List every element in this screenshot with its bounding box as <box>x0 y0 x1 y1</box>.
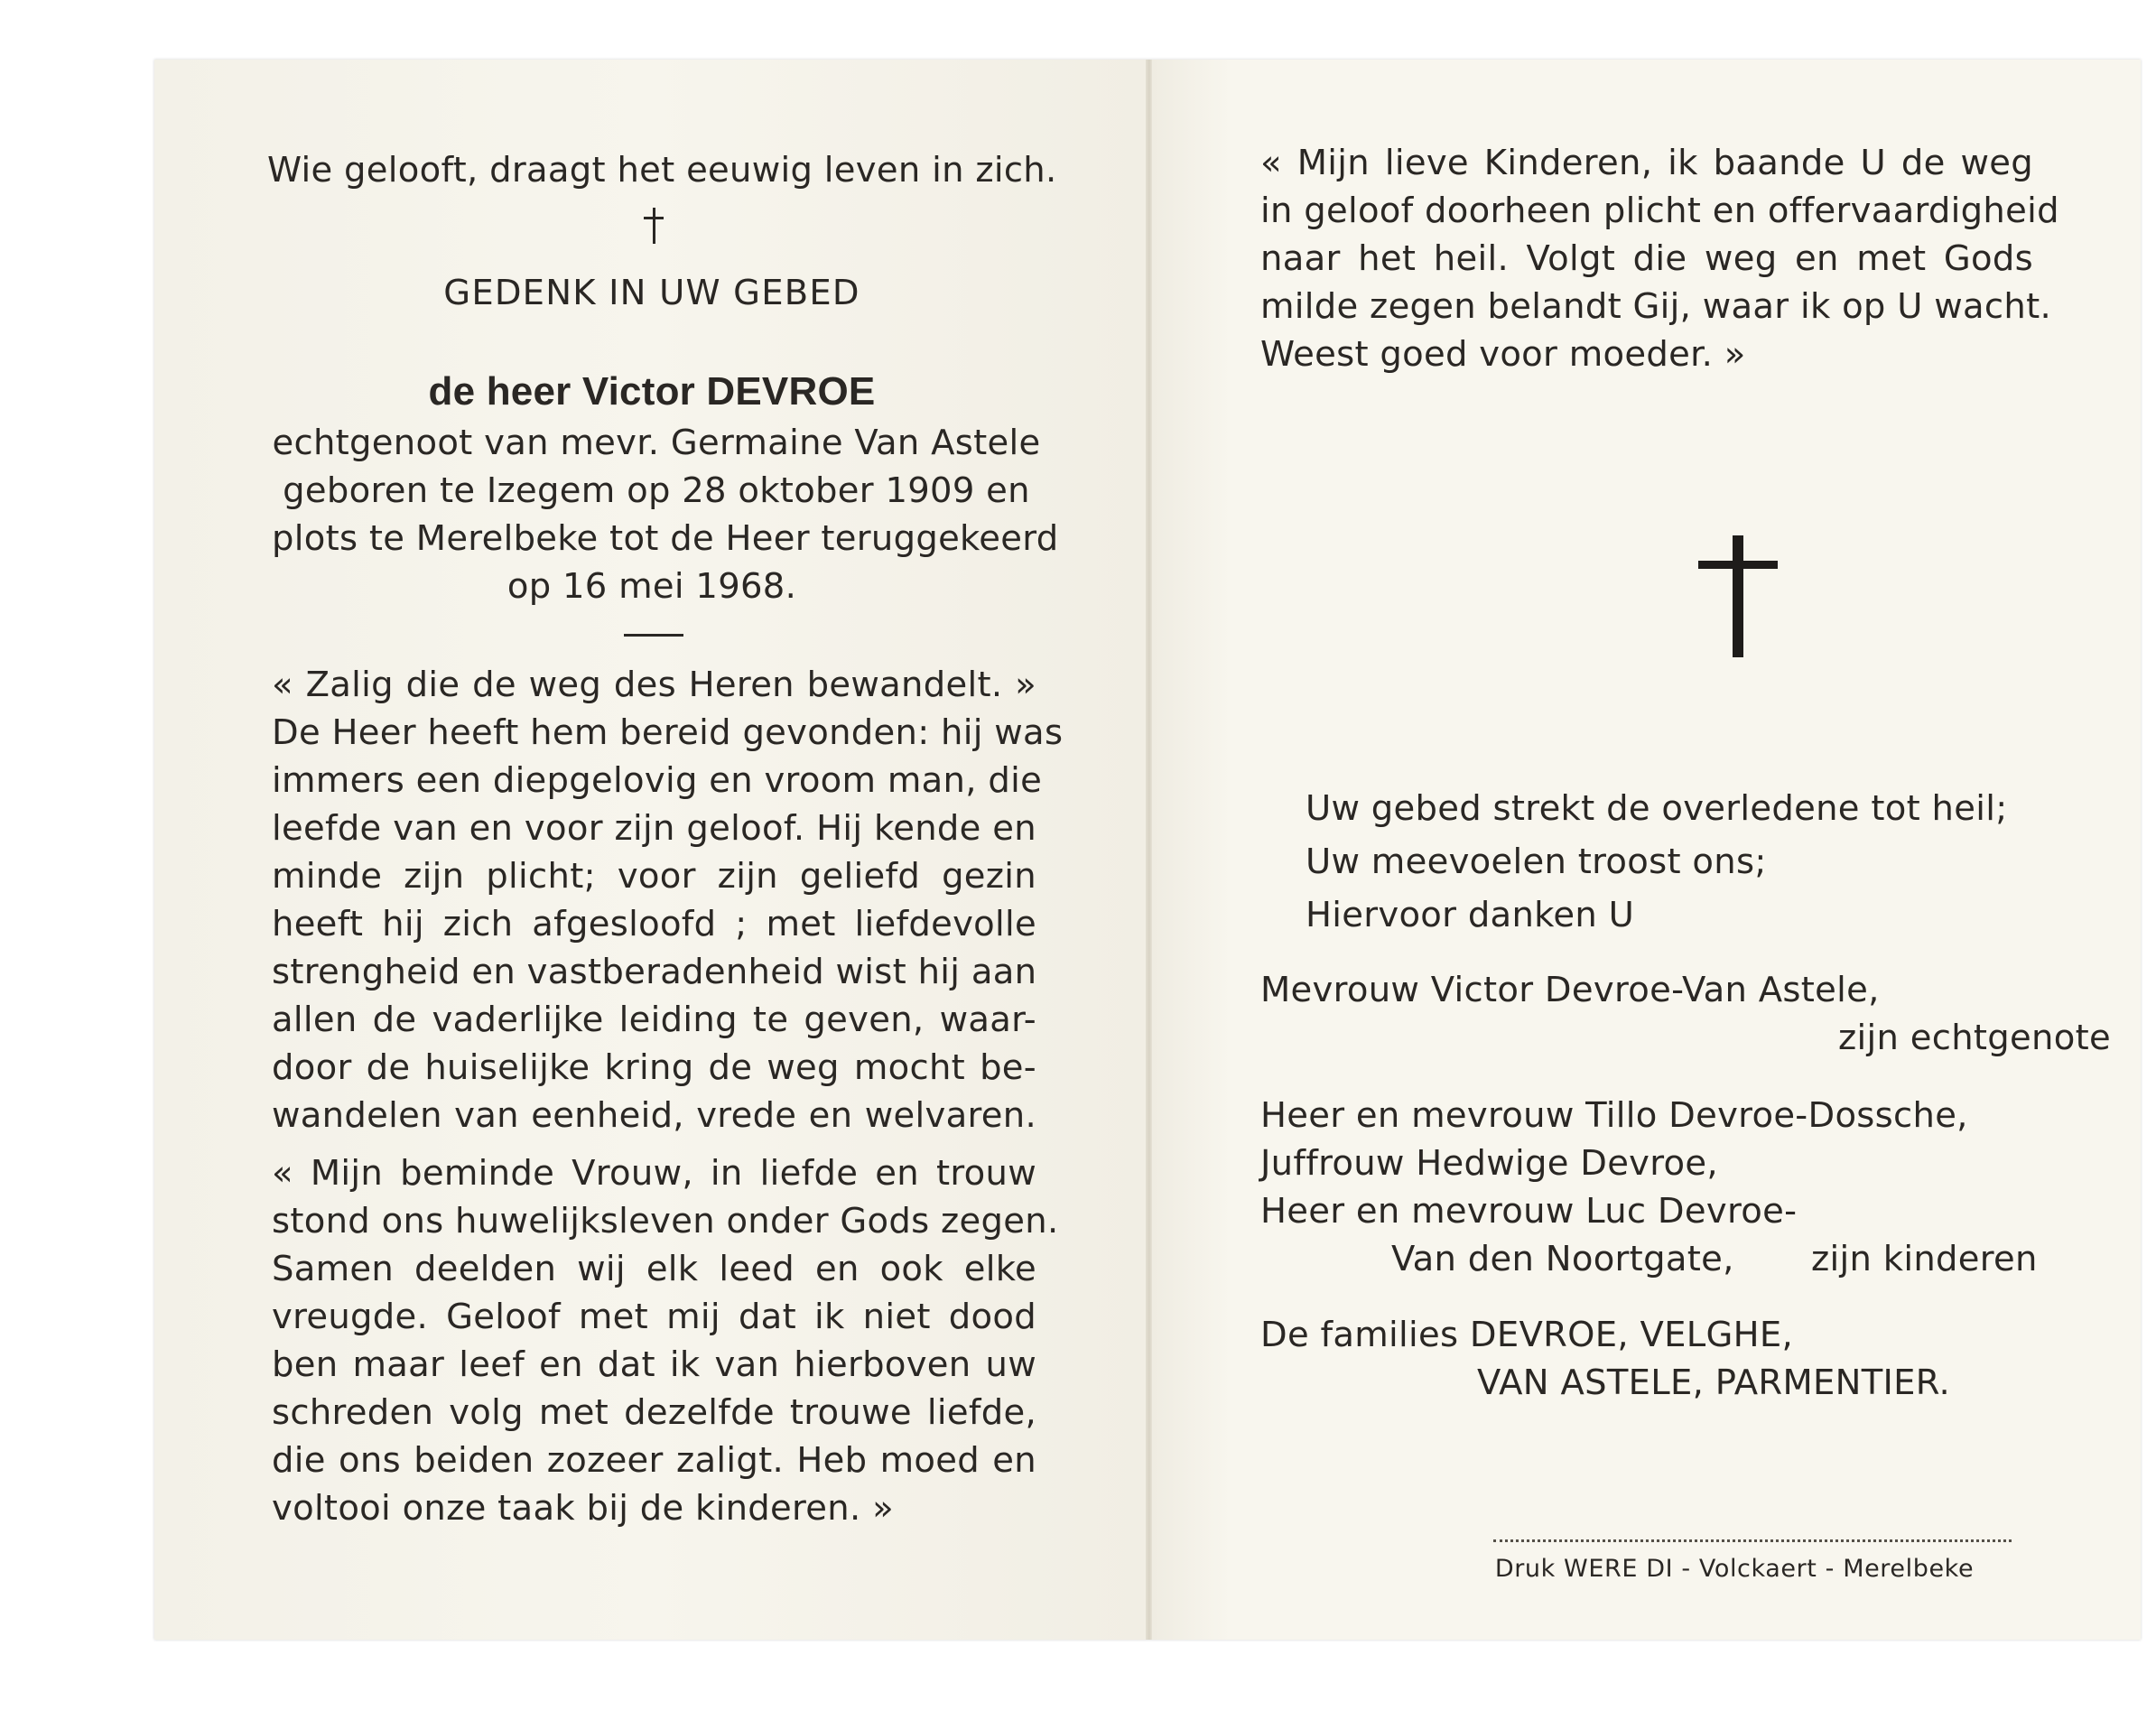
widow-name: Mevrouw Victor Devroe-Van Astele, <box>1260 970 1880 1010</box>
divider <box>624 634 683 637</box>
paragraph-line: minde zijn plicht; voor zijn geliefd gezin <box>272 856 1036 897</box>
dotted-rule <box>1493 1539 2012 1542</box>
quote-line: naar het heil. Volgt die weg en met Gods <box>1260 238 2033 279</box>
child-line: Heer en mevrouw Tillo Devroe-Dossche, <box>1260 1095 1968 1136</box>
thanks-line: Uw meevoelen troost ons; <box>1306 842 1767 882</box>
motto: Wie gelooft, draagt het eeuwig leven in zich. <box>267 150 1057 191</box>
left-panel <box>154 60 1148 1640</box>
cross-icon <box>642 208 665 244</box>
paragraph-line: vreugde. Geloof met mij dat ik niet dood <box>272 1297 1036 1337</box>
children-role: zijn kinderen <box>1811 1239 2038 1279</box>
thanks-line: Hiervoor danken U <box>1306 895 1635 935</box>
paragraph-line: wandelen van eenheid, vrede en welvaren. <box>272 1095 1036 1136</box>
paragraph-line: die ons beiden zozeer zaligt. Heb moed en <box>272 1440 1036 1481</box>
paragraph-line: heeft hij zich afgesloofd ; met liefdevolle <box>272 904 1036 944</box>
paragraph-line: ben maar leef en dat ik van hierboven uw <box>272 1344 1036 1385</box>
child-line: Juffrouw Hedwige Devroe, <box>1260 1143 1718 1184</box>
thanks-line: Uw gebed strekt de overledene tot heil; <box>1306 788 2008 829</box>
child-line: Heer en mevrouw Luc Devroe- <box>1260 1191 1798 1232</box>
intro-line: echtgenoot van mevr. Germaine Van Astele <box>272 423 1041 463</box>
child-line: Van den Noortgate, <box>1391 1239 1734 1279</box>
paragraph-line: « Mijn beminde Vrouw, in liefde en trouw <box>272 1153 1036 1194</box>
paragraph-line: voltooi onze taak bij de kinderen. » <box>272 1488 894 1529</box>
intro-line: op 16 mei 1968. <box>506 566 797 607</box>
quote-line: in geloof doorheen plicht en offervaardigheid <box>1260 191 2059 231</box>
paragraph-line: strengheid en vastberadenheid wist hij aan <box>272 952 1037 992</box>
widow-role: zijn echtgenote <box>1838 1018 2111 1058</box>
paragraph-line: leefde van en voor zijn geloof. Hij kende en <box>272 808 1036 849</box>
paragraph-line: Samen deelden wij elk leed en ook elke <box>272 1249 1036 1289</box>
quote-line: « Mijn lieve Kinderen, ik baande U de weg <box>1260 143 2033 183</box>
deceased-name: de heer Victor DEVROE <box>428 369 876 414</box>
memorial-card <box>154 60 2141 1640</box>
quote-line: Weest goed voor moeder. » <box>1260 334 1746 375</box>
intro-line: geboren te Izegem op 28 oktober 1909 en <box>283 470 1030 511</box>
right-panel <box>1152 60 2141 1640</box>
families-line: VAN ASTELE, PARMENTIER. <box>1477 1362 1951 1403</box>
printer-imprint: Druk WERE DI - Volckaert - Merelbeke <box>1494 1555 1975 1583</box>
families-line: De families DEVROE, VELGHE, <box>1260 1315 1794 1355</box>
paragraph-line: door de huiselijke kring de weg mocht be- <box>272 1047 1036 1088</box>
paragraph-line: stond ons huwelijksleven onder Gods zegen. <box>272 1201 1059 1241</box>
heading: GEDENK IN UW GEBED <box>443 273 860 313</box>
paragraph-line: schreden volg met dezelfde trouwe liefde, <box>272 1392 1036 1433</box>
paragraph-line: allen de vaderlijke leiding te geven, waar- <box>272 1000 1036 1040</box>
paragraph-line: « Zalig die de weg des Heren bewandelt. » <box>272 665 1036 705</box>
intro-line: plots te Merelbeke tot de Heer teruggekeerd <box>272 518 1059 559</box>
paragraph-line: De Heer heeft hem bereid gevonden: hij was <box>272 712 1064 753</box>
quote-line: milde zegen belandt Gij, waar ik op U wacht. <box>1260 286 2052 327</box>
cross-icon <box>1698 535 1780 657</box>
paragraph-line: immers een diepgelovig en vroom man, die <box>272 760 1043 801</box>
